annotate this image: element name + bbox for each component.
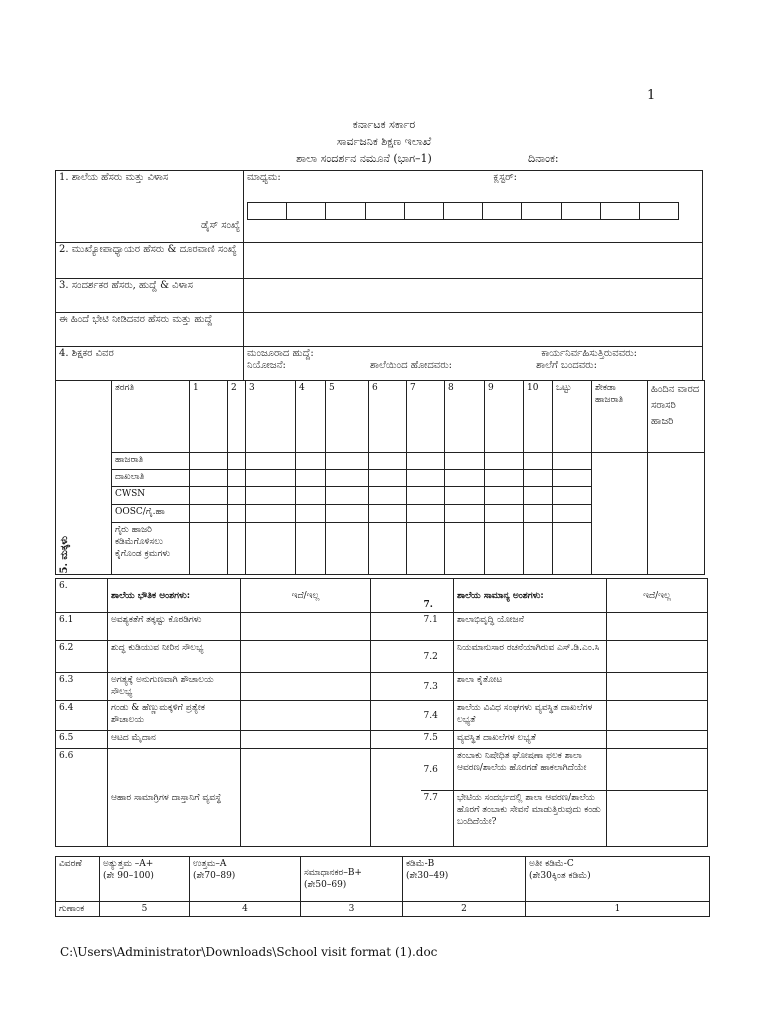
- school-name-cell: [56, 171, 244, 243]
- section7-title: ಶಾಲೆಯ ಸಾಮಾನ್ಯ ಅಂಶಗಳು:: [454, 579, 607, 613]
- cluster-label: ಕ್ಲಸ್ಟರ್:: [493, 172, 517, 183]
- class-6: 6: [369, 381, 407, 453]
- teacher-field[interactable]: [244, 347, 703, 381]
- item-number: 7.3: [421, 673, 454, 701]
- row-oosc: OOSC/ಗೈ.ಹಾ: [112, 505, 190, 523]
- class-9: 9: [485, 381, 524, 453]
- item-text: ಆಹಾರ ಸಾಮಾಗ್ರಿಗಳ ದಾಸ್ತಾನಿಗೆ ವ್ಯವಸ್ಥೆ: [108, 749, 241, 847]
- grading-table: [55, 856, 710, 917]
- school-name-label: 1. ಶಾಲೆಯ ಹೆಸರು ಮತ್ತು ವಿಳಾಸ: [59, 172, 169, 183]
- score-value: 5: [100, 902, 190, 917]
- prev-week-label: ಹಿಂದಿನ ವಾರದ ಸರಾಸರಿ ಹಾಜರಿ: [648, 381, 705, 453]
- item-answer[interactable]: [607, 673, 708, 701]
- item-text: ಅಗತ್ಯಕ್ಕೆ ಅನುಗುಣವಾಗಿ ಶೌಚಾಲಯ ಸೌಲಭ್ಯ: [108, 673, 241, 701]
- grade-name: ಕಡಿಮೆ-B: [406, 859, 435, 869]
- grade-range: (ಶೇ70–89): [193, 871, 236, 881]
- grade-b-plus: [301, 857, 403, 902]
- class-4: 4: [296, 381, 326, 453]
- hm-field[interactable]: [244, 243, 703, 279]
- grade-a: [190, 857, 301, 902]
- grade-b: [403, 857, 526, 902]
- item-number: 6.3: [56, 673, 108, 701]
- section6-number: 6.: [56, 579, 108, 613]
- item-text: ಶಾಲಾಭಿವೃದ್ಧಿ ಯೋಜನೆ: [454, 613, 607, 641]
- class-3: 3: [246, 381, 296, 453]
- item-number: 7.7: [421, 791, 454, 847]
- item-answer[interactable]: [241, 641, 371, 673]
- school-info-table: [55, 170, 703, 381]
- students-table: [55, 380, 705, 575]
- grade-name: ಸಮಾಧಾನಕರ–B+: [304, 868, 362, 878]
- item-number: 6.4: [56, 701, 108, 731]
- left-school-label: ಶಾಲೆಯಿಂದ ಹೋದವರು:: [370, 360, 453, 371]
- item-answer[interactable]: [241, 731, 371, 749]
- item-answer[interactable]: [241, 613, 371, 641]
- item-number: 6.2: [56, 641, 108, 673]
- item-text: ಭೇಟಿಯ ಸಂದರ್ಭದಲ್ಲಿ ಶಾಲಾ ಆವರಣ/ಶಾಲೆಯ ಹೊರಗೆ ತಂಬಾಕು ಸೇವನೆ ಮಾಡುತ್ತಿರುವುದು ಕಂಡು ಬಂದಿದೆಯೇ?: [454, 791, 607, 847]
- pct-attendance-label: ಶೇಕಡಾ ಹಾಜರಾತಿ: [592, 381, 648, 453]
- item-number: 7.5: [421, 731, 454, 749]
- grading-label: ವಿವರಣೆ: [56, 857, 100, 902]
- row-attendance: ಹಾಜರಾತಿ: [112, 453, 190, 470]
- visitor-field[interactable]: [244, 279, 703, 313]
- total-label: ಒಟ್ಟು: [553, 381, 592, 453]
- item-text: ಶಾಲಾ ಕೈತೋಟ: [454, 673, 607, 701]
- item-answer[interactable]: [607, 731, 708, 749]
- section7-number: 7.: [421, 579, 454, 613]
- grade-name: ಉತ್ತಮ–A: [193, 859, 227, 869]
- row-enrolment: ದಾಖಲಾತಿ: [112, 470, 190, 487]
- item-text: ಶುದ್ಧ ಕುಡಿಯುವ ನೀರಿನ ಸೌಲಭ್ಯ: [108, 641, 241, 673]
- score-value: 1: [526, 902, 710, 917]
- score-value: 3: [301, 902, 403, 917]
- prev-week-field[interactable]: [648, 453, 705, 575]
- class-5: 5: [326, 381, 369, 453]
- date-label: ದಿನಾಂಕ:: [528, 152, 559, 165]
- class-label: ತರಗತಿ: [112, 381, 190, 453]
- grade-name: ಅತ್ಯುತ್ತಮ –A+: [103, 859, 154, 869]
- item-number: 7.2: [421, 641, 454, 673]
- item-number: 7.4: [421, 701, 454, 731]
- pct-attendance-field[interactable]: [592, 453, 648, 575]
- class-1: 1: [190, 381, 228, 453]
- row-absentee-measures: ಗೈರು ಹಾಜರಿ ಕಡಿಮೆಗೊಳಿಸಲು ಕೈಗೊಂಡ ಕ್ರಮಗಳು: [112, 523, 190, 575]
- section7-yesno: ಇದೆ/ಇಲ್ಲ: [607, 579, 708, 613]
- score-value: 4: [190, 902, 301, 917]
- facilities-table: [55, 578, 708, 847]
- sanctioned-label: ಮಂಜೂರಾದ ಹುದ್ದೆ:: [247, 348, 314, 359]
- item-text: ತಂಬಾಕು ನಿಷೇಧಿತ ಘೋಷಣಾ ಫಲಕ ಶಾಲಾ ಆವರಣ/ಶಾಲೆಯ ಹೊರಗಡೆ ಹಾಕಲಾಗಿದೆಯೇ: [454, 749, 607, 791]
- item-text: ವ್ಯವಸ್ಥಿತ ದಾಖಲೆಗಳ ಲಭ್ಯತೆ: [454, 731, 607, 749]
- item-text: ನಿಯಮಾನುಸಾರ ರಚನೆಯಾಗಿರುವ ಎಸ್.ಡಿ.ಎಂ.ಸಿ: [454, 641, 607, 673]
- students-side-cell: [56, 381, 112, 575]
- came-school-label: ಶಾಲೆಗೆ ಬಂದವರು:: [536, 360, 597, 371]
- section6-yesno: ಇದೆ/ಇಲ್ಲ: [241, 579, 371, 613]
- item-answer[interactable]: [607, 791, 708, 847]
- page-number: 1: [647, 88, 656, 103]
- score-label: ಗುಣಾಂಕ: [56, 902, 100, 917]
- working-label: ಕಾರ್ಯನಿರ್ವಹಿಸುತ್ತಿರುವವರು:: [541, 348, 637, 359]
- item-answer[interactable]: [607, 641, 708, 673]
- grade-a-plus: [100, 857, 190, 902]
- students-side-label: 5. ಮಕ್ಕಳು: [59, 535, 70, 573]
- item-number: 6.1: [56, 613, 108, 641]
- item-answer[interactable]: [607, 701, 708, 731]
- item-answer[interactable]: [607, 749, 708, 791]
- grade-range: (ಶೇ30–49): [406, 871, 449, 881]
- teacher-label: 4. ಶಿಕ್ಷಕರ ವಿವರ: [56, 347, 244, 381]
- deputation-label: ನಿಯೋಜನೆ:: [247, 360, 286, 371]
- previous-visitor-field[interactable]: [244, 313, 703, 347]
- item-text: ಶಾಲೆಯ ವಿವಿಧ ಸಂಘಗಳು ವ್ಯವಸ್ಥಿತ ದಾಖಲೆಗಳ ಲಭ್ಯತೆ: [454, 701, 607, 731]
- hm-label: 2. ಮುಖ್ಯೋಪಾಧ್ಯಾಯರ ಹೆಸರು & ದೂರವಾಣಿ ಸಂಖ್ಯೆ: [56, 243, 244, 279]
- class-8: 8: [445, 381, 485, 453]
- file-path: C:\Users\Administrator\Downloads\School visit format (1).doc: [60, 945, 438, 959]
- item-answer[interactable]: [241, 673, 371, 701]
- school-details-cell[interactable]: [244, 171, 703, 243]
- item-answer[interactable]: [241, 749, 371, 847]
- item-number: 6.6: [56, 749, 108, 847]
- grade-range: (ಶೇ50–69): [304, 880, 347, 890]
- grade-range: (ಶೇ30ಕ್ಕಿಂತ ಕಡಿಮೆ): [529, 871, 591, 881]
- medium-label: ಮಾಧ್ಯಮ:: [247, 172, 281, 183]
- item-text: ಗಂಡು & ಹೆಣ್ಣುಮಕ್ಕಳಿಗೆ ಪ್ರತ್ಯೇಕ ಶೌಚಾಲಯ: [108, 701, 241, 731]
- item-number: 7.6: [421, 749, 454, 791]
- class-10: 10: [524, 381, 553, 453]
- class-7: 7: [407, 381, 445, 453]
- grade-c: [526, 857, 710, 902]
- item-answer[interactable]: [607, 613, 708, 641]
- dept-title: ಸಾರ್ವಜನಿಕ ಶಿಕ್ಷಣ ಇಲಾಖೆ: [336, 135, 432, 148]
- dise-code-boxes[interactable]: [247, 202, 679, 220]
- visitor-label: 3. ಸಂದರ್ಶಕರ ಹೆಸರು, ಹುದ್ದೆ & ವಿಳಾಸ: [56, 279, 244, 313]
- score-value: 2: [403, 902, 526, 917]
- grade-range: (ಶೇ 90–100): [103, 871, 154, 881]
- row-cwsn: CWSN: [112, 487, 190, 505]
- grade-name: ಅತೀ ಕಡಿಮೆ-C: [529, 859, 574, 869]
- govt-title: ಕರ್ನಾಟಕ ಸರ್ಕಾರ: [352, 118, 416, 131]
- section6-title: ಶಾಲೆಯ ಭೌತಿಕ ಅಂಶಗಳು:: [108, 579, 241, 613]
- item-number: 6.5: [56, 731, 108, 749]
- item-text: ಅವಶ್ಯಕತೆಗೆ ತಕ್ಕಷ್ಟು ಕೊಠಡಿಗಳು: [108, 613, 241, 641]
- form-title: ಶಾಲಾ ಸಂದರ್ಶನ ನಮೂನೆ (ಭಾಗ–1): [296, 152, 432, 165]
- previous-visitor-label: ಈ ಹಿಂದೆ ಭೇಟಿ ನೀಡಿದವರ ಹೆಸರು ಮತ್ತು ಹುದ್ದೆ: [56, 313, 244, 347]
- item-answer[interactable]: [241, 701, 371, 731]
- item-text: ಆಟದ ಮೈದಾನ: [108, 731, 241, 749]
- class-2: 2: [228, 381, 246, 453]
- item-number: 7.1: [421, 613, 454, 641]
- dise-label: ಡೈಸ್ ಸಂಖ್ಯೆ: [201, 220, 240, 231]
